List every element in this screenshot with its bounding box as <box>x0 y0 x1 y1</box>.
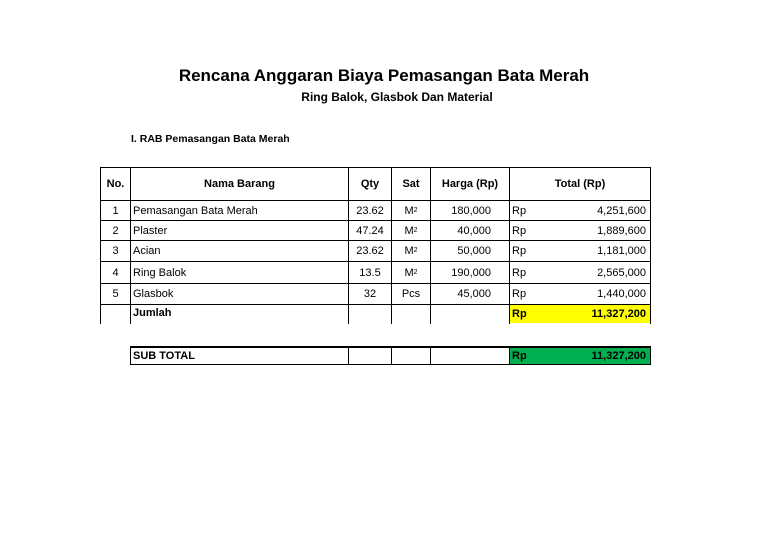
subtotal-label: SUB TOTAL <box>133 350 195 362</box>
row-sat: M 2 <box>404 245 418 257</box>
row-sat: Pcs <box>401 288 421 300</box>
row-nama: Acian <box>133 245 161 257</box>
row-harga: 190,000 <box>451 266 491 279</box>
row-total: 1,440,000 <box>597 288 646 300</box>
row-rp: Rp <box>512 288 527 300</box>
row-harga: 50,000 <box>457 245 491 257</box>
row-no: 1 <box>112 204 119 217</box>
row-qty: 23.62 <box>356 204 384 217</box>
row-nama: Pemasangan Bata Merah <box>133 204 258 217</box>
row-no: 5 <box>112 288 119 300</box>
row-total: 1,889,600 <box>597 224 646 237</box>
row-qty: 23.62 <box>356 245 384 257</box>
row-rp: Rp <box>512 245 527 257</box>
row-nama: Ring Balok <box>133 266 187 279</box>
row-nama: Glasbok <box>133 288 174 300</box>
row-total: 4,251,600 <box>597 204 646 217</box>
page-subtitle: Ring Balok, Glasbok Dan Material <box>301 90 493 104</box>
subtotal-rp: Rp <box>512 350 527 362</box>
row-no: 3 <box>112 245 119 257</box>
page-title: Rencana Anggaran Biaya Pemasangan Bata Merah <box>178 66 590 85</box>
col-header-total: Total (Rp) <box>554 178 606 190</box>
jumlah-label: Jumlah <box>133 306 172 319</box>
jumlah-total: 11,327,200 <box>591 307 646 320</box>
row-sat: M 2 <box>404 224 418 237</box>
row-total: 1,181,000 <box>597 245 646 257</box>
row-rp: Rp <box>512 224 527 237</box>
row-rp: Rp <box>512 204 527 217</box>
row-harga: 180,000 <box>451 204 491 217</box>
jumlah-rp: Rp <box>512 307 527 320</box>
row-sat: M 2 <box>404 266 418 279</box>
row-qty: 32 <box>363 288 377 300</box>
row-no: 2 <box>112 224 119 237</box>
col-header-no: No. <box>106 178 125 190</box>
row-total: 2,565,000 <box>597 266 646 279</box>
section-title: I. RAB Pemasangan Bata Merah <box>131 133 290 145</box>
row-harga: 40,000 <box>457 224 491 237</box>
row-no: 4 <box>112 266 119 279</box>
subtotal-total: 11,327,200 <box>591 350 646 362</box>
col-header-nama-barang: Nama Barang <box>204 178 275 190</box>
col-header-harga: Harga (Rp) <box>441 178 499 190</box>
row-qty: 13.5 <box>359 266 381 279</box>
row-rp: Rp <box>512 266 527 279</box>
col-header-qty: Qty <box>360 178 380 190</box>
row-nama: Plaster <box>133 224 168 237</box>
col-header-sat: Sat <box>402 178 420 190</box>
row-sat: M 2 <box>404 204 418 217</box>
row-harga: 45,000 <box>457 288 491 300</box>
row-qty: 47.24 <box>356 224 384 237</box>
